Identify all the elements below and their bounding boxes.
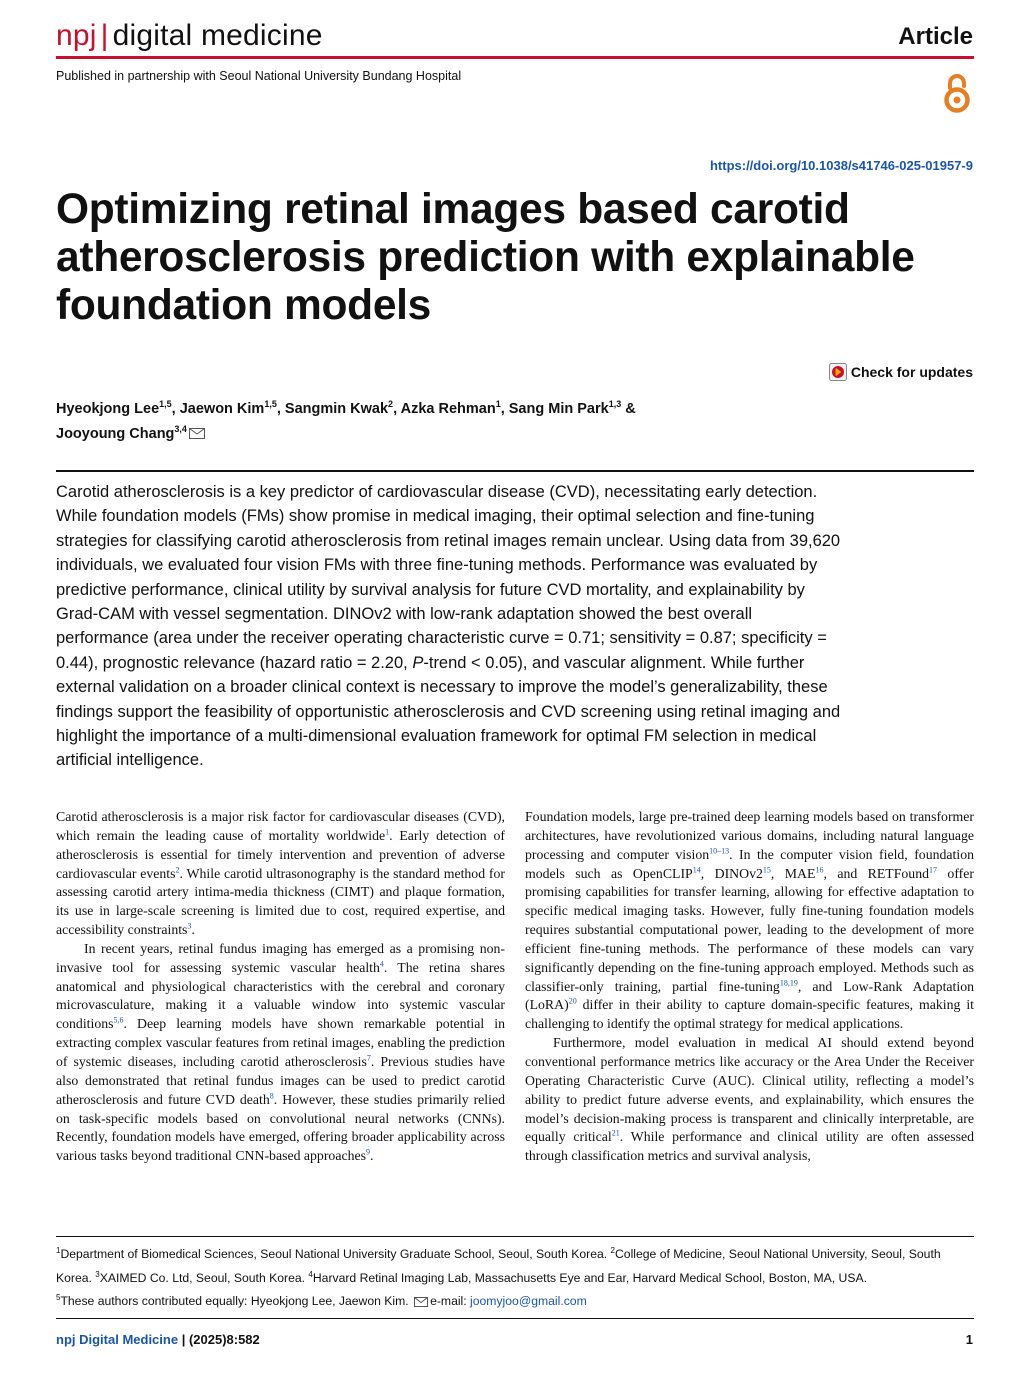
citation-ref[interactable]: 16 [815,864,824,874]
affiliation-4: Harvard Retinal Imaging Lab, Massachusetts Eye and Ear, Harvard Medical School, Boston, MA, USA. [312,1270,867,1285]
affil-sup: 4 [308,1269,313,1279]
abstract-italic-p: P [412,653,424,672]
footer-citation [56,1332,260,1348]
affil-sup: 5 [56,1293,61,1303]
affiliation-1: Department of Biomedical Sciences, Seoul National University Graduate School, Seoul, South Korea. [60,1247,611,1262]
body-text: . [369,1148,374,1164]
body-text: . Deep learning models have shown remarkable potential in extracting complex vascular features from retinal images, enabling the prediction of systemic diseases, including carotid atherosclerosis [56,1016,505,1069]
citation-ref[interactable]: 21 [611,1128,620,1138]
journal-separator: | [100,19,109,52]
body-text: . [191,922,195,938]
page-number: 1 [965,1332,973,1347]
author-affiliation-sup: 1 [495,399,501,409]
body-column-right [525,808,974,1166]
citation-ref[interactable]: 18,19 [779,978,798,987]
check-updates-icon [829,363,847,381]
footer-journal-link[interactable]: npj Digital Medicine [56,1332,179,1347]
affiliation-2: College of Medicine, Seoul National University, Seoul, South Korea. [56,1247,941,1285]
journal-title [56,18,323,54]
affiliations [56,1241,974,1312]
body-paragraph [525,1034,974,1166]
citation-ref[interactable]: 10–13 [709,846,730,856]
author-separator: , [276,400,285,417]
body-column-left [56,808,505,1166]
citation-ref[interactable]: 9 [365,1147,370,1157]
author-name: Jaewon Kim [179,400,265,417]
article-type-label: Article [898,23,973,50]
body-text: . The retina shares anatomical and physiological characteristics with the cerebral and coronary microvasculature, making it a valuable window into systemic vascular conditions [56,959,505,1032]
body-text: differ in their ability to capture domain-specific features, making it challenging to identify the optimal strategy for medical applications. [525,997,974,1032]
body-text: . While performance and clinical utility are often assessed through classification metrics and survival analysis, [525,1129,975,1164]
footer-rule [56,1318,974,1319]
author-affiliation-sup: 1,5 [159,399,172,409]
body-text: , and RETFound [823,865,929,881]
equal-contribution-note: These authors contributed equally: Hyeokjong Lee, Jaewon Kim. [60,1294,413,1309]
author-affiliation-sup: 1,3 [608,399,622,409]
footer-volume: | (2025)8:582 [178,1332,260,1347]
body-text: . Previous studies have also demonstrated that retinal fundus images can be used to predict carotid atherosclerosis and future CVD death [56,1053,505,1107]
citation-ref[interactable]: 8 [269,1091,274,1101]
body-text: Carotid atherosclerosis is a major risk factor for cardiovascular diseases (CVD), which remain the leading cause of mortality worldwide [56,809,505,843]
abstract [56,480,846,773]
affil-sup: 2 [610,1246,615,1255]
citation-ref[interactable]: 4 [379,959,384,969]
citation-ref[interactable]: 1 [385,827,390,837]
author-separator: & [621,400,636,417]
abstract-text-1: Carotid atherosclerosis is a key predictor of cardiovascular disease (CVD), necessitating early detection. While foundation models (FMs) show promise in medical imaging, their optimal selection and fine-tuning strategies for classifying carotid atherosclerosis from retinal images remain unclear. Using data from 39,620 individuals, we evaluated four vision FMs with three fine-tuning methods. Performance was evaluated by predictive performance, clinical utility by survival analysis for future CVD mortality, and explainability by Grad-CAM with vessel segmentation. DINOv2 with low-rank adaptation showed the best overall performance (area under the receiver operating characteristic curve = 0.71; sensitivity = 0.87; specificity = 0.44), prognostic relevance (hazard ratio = 2.20, [56,483,841,672]
author-list [56,394,696,444]
doi-link[interactable]: https://doi.org/10.1038/s41746-025-01957-9 [709,158,973,173]
body-text: offer promising capabilities for transfer learning, allowing for effective adaptation to specific medical imaging tasks. However, fully fine-tuning foundation models requires substantial computational power, leading to the development of more efficient fine-tuning methods. The performance of these models can vary significantly depending on the fine-tuning approach employed. Methods such as classifier-only training, partial fine-tuning [525,865,974,994]
citation-ref[interactable]: 15 [762,864,771,874]
affiliations-rule [56,1236,974,1237]
body-paragraph [56,808,505,940]
author-affiliation-sup: 3,4 [174,423,187,434]
citation-ref[interactable]: 5,6 [113,1015,124,1025]
author-separator: , [500,400,509,417]
abstract-text-2: -trend < 0.05), and vascular alignment. While further external validation on a broader clinical context is necessary to improve the model’s generalizability, these findings support the feasibility of opportunistic atherosclerosis and CVD screening using retinal imaging and highlight the importance of a multi-dimensional evaluation framework for optimal FM selection in medical artificial intelligence. [56,653,841,770]
body-paragraph [525,808,974,1034]
open-access-icon [942,72,972,114]
email-label: e-mail: [430,1294,471,1309]
citation-ref[interactable]: 7 [366,1053,371,1063]
body-text: Furthermore, model evaluation in medical AI should extend beyond conventional performance metrics like accuracy or the Area Under the Receiver Operating Characteristic Curve (AUC). Clinical utility, reflecting a model’s ability to predict future adverse events, and explainability, which ensures the model’s decision-making process is transparent and clinically interpretable, are equally critical [525,1035,974,1145]
author-name: Azka Rehman [400,400,496,417]
abstract-rule [56,470,974,472]
body-text: , DINOv2 [700,865,763,881]
partnership-note: Published in partnership with Seoul National University Bundang Hospital [56,69,462,83]
corresponding-author-mail-icon [189,428,205,439]
affil-sup: 1 [56,1246,61,1255]
body-text: . In the computer vision field, foundation models such as OpenCLIP [525,846,974,881]
body-text: . Early detection of atherosclerosis is essential for timely intervention and prevention of adverse cardiovascular events [56,827,505,881]
author-separator: , [393,400,401,417]
body-paragraph [56,940,505,1166]
author-affiliation-sup: 2 [388,399,394,409]
author-name: Hyeokjong Lee [56,400,160,417]
article-title: Optimizing retinal images based carotid atherosclerosis prediction with explainable foundation models [56,186,915,329]
citation-ref[interactable]: 2 [175,864,180,874]
email-icon [414,1297,428,1307]
body-text: . While carotid ultrasonography is the standard method for assessing carotid artery intima-media thickness (CIMT) and plaque formation, its use in large-scale screening is limited due to cost, required expertise, and accessibility constraints [56,865,505,938]
journal-prefix: npj [56,19,97,52]
header-rule [56,56,974,59]
citation-ref[interactable]: 20 [568,996,577,1006]
author-affiliation-sup: 1,5 [264,399,277,409]
citation-ref[interactable]: 14 [692,864,701,874]
body-text: , and Low-Rank Adaptation (LoRA) [525,978,974,1013]
author-name: Sang Min Park [508,400,609,417]
citation-ref[interactable]: 17 [929,864,937,874]
author-name: Jooyoung Chang [56,425,175,442]
check-for-updates-button[interactable] [829,362,973,382]
body-text: In recent years, retinal fundus imaging has emerged as a promising non-invasive tool for assessing systemic vascular health [56,940,505,975]
journal-name: digital medicine [112,19,323,52]
author-separator: , [171,400,180,417]
check-updates-label: Check for updates [850,364,973,380]
body-text: , MAE [770,865,816,881]
email-link[interactable]: joomyjoo@gmail.com [470,1294,587,1309]
body-text: . However, these studies primarily relied on task-specific models based on convolutional neural networks (CNNs). Recently, foundation models have emerged, offering broader applicability across various tasks beyond traditional CNN-based approaches [56,1091,505,1164]
body-text: Foundation models, large pre-trained deep learning models based on transformer architectures, have revolutionized various domains, including natural language processing and computer vision [525,809,974,862]
affil-sup: 3 [95,1269,100,1279]
affiliation-3: XAIMED Co. Ltd, Seoul, South Korea. [99,1270,309,1285]
author-name: Sangmin Kwak [284,400,389,417]
citation-ref[interactable]: 3 [187,921,192,931]
